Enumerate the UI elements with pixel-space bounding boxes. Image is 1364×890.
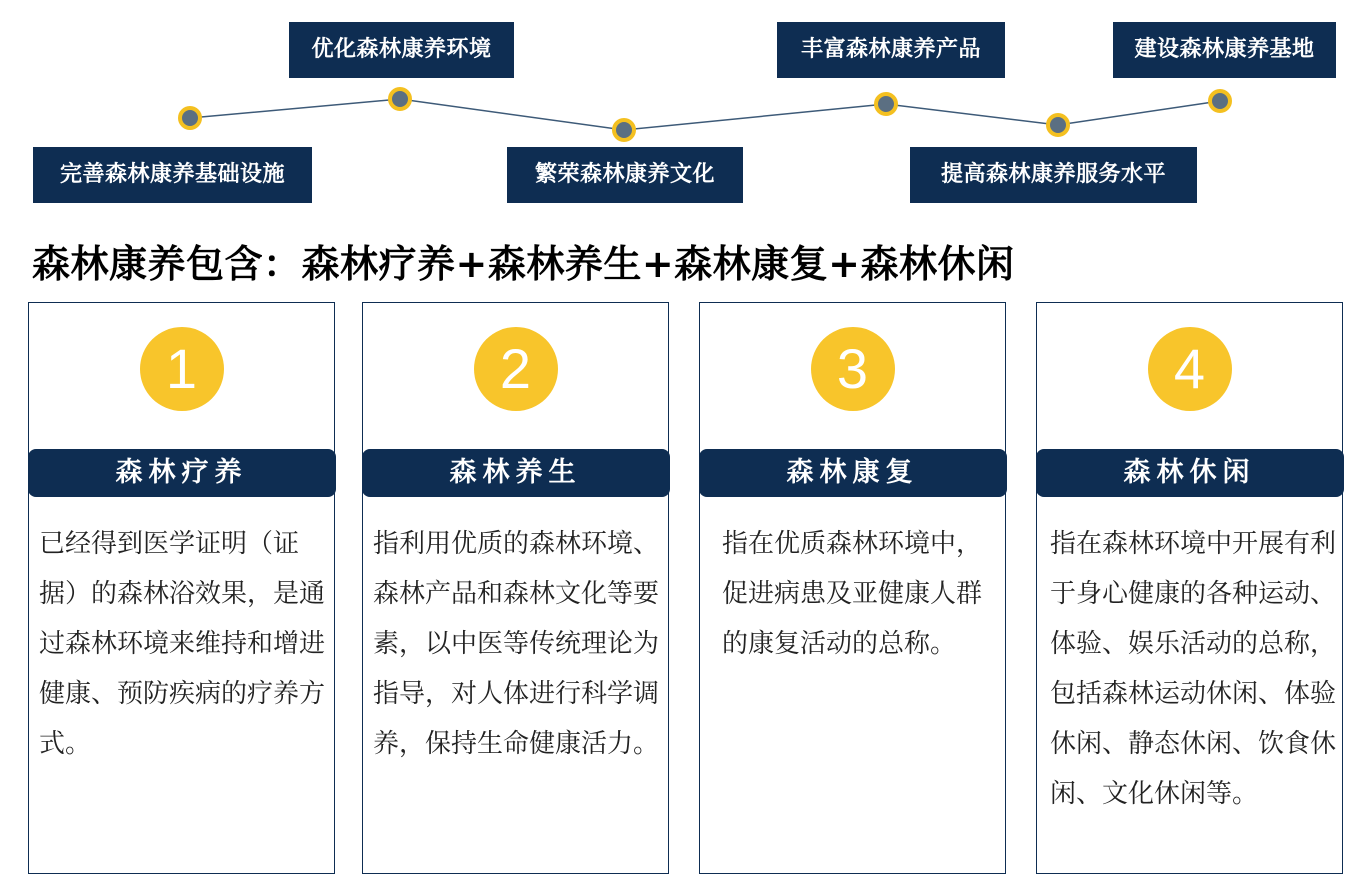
timeline-dot	[612, 118, 636, 142]
timeline-dot	[1208, 89, 1232, 113]
card-title: 森林疗养	[28, 449, 336, 497]
card-forest-wellness	[362, 302, 669, 874]
card-description: 指在优质森林环境中，促进病患及亚健康人群的康复活动的总称。	[722, 529, 983, 659]
card-forest-rehabilitation	[699, 302, 1006, 874]
card-title: 森林康复	[699, 449, 1007, 497]
card-title: 森林休闲	[1036, 449, 1344, 497]
timeline-dot	[388, 87, 412, 111]
card-description: 指在森林环境中开展有利于身心健康的各种运动、体验、娱乐活动的总称，包括森林运动休闲、体验休闲、静态休闲、饮食休闲、文化休闲等。	[1050, 529, 1337, 809]
page-title: 森林康养包含：森林疗养+森林养生+森林康复+森林休闲	[32, 242, 1015, 286]
card-number-badge: 4	[1148, 327, 1232, 411]
timeline-label-infrastructure: 完善森林康养基础设施	[33, 147, 312, 203]
card-description: 已经得到医学证明（证据）的森林浴效果，是通过森林环境来维持和增进健康、预防疾病的疗养方式。	[39, 529, 326, 759]
card-number-badge: 1	[140, 327, 224, 411]
timeline-label-products: 丰富森林康养产品	[777, 22, 1005, 78]
timeline-dot	[178, 106, 202, 130]
timeline-label-service: 提高森林康养服务水平	[910, 147, 1197, 203]
card-description: 指利用优质的森林环境、森林产品和森林文化等要素，以中医等传统理论为指导，对人体进行科学调养，保持生命健康活力。	[373, 529, 660, 759]
timeline-label-culture: 繁荣森林康养文化	[507, 147, 743, 203]
timeline-dot	[1046, 113, 1070, 137]
card-forest-therapy	[28, 302, 335, 874]
timeline-dot	[874, 92, 898, 116]
card-title: 森林养生	[362, 449, 670, 497]
card-number-badge: 2	[474, 327, 558, 411]
timeline-label-environment: 优化森林康养环境	[289, 22, 514, 78]
card-number-badge: 3	[811, 327, 895, 411]
card-forest-leisure	[1036, 302, 1343, 874]
timeline	[0, 0, 1364, 215]
timeline-label-base: 建设森林康养基地	[1113, 22, 1336, 78]
